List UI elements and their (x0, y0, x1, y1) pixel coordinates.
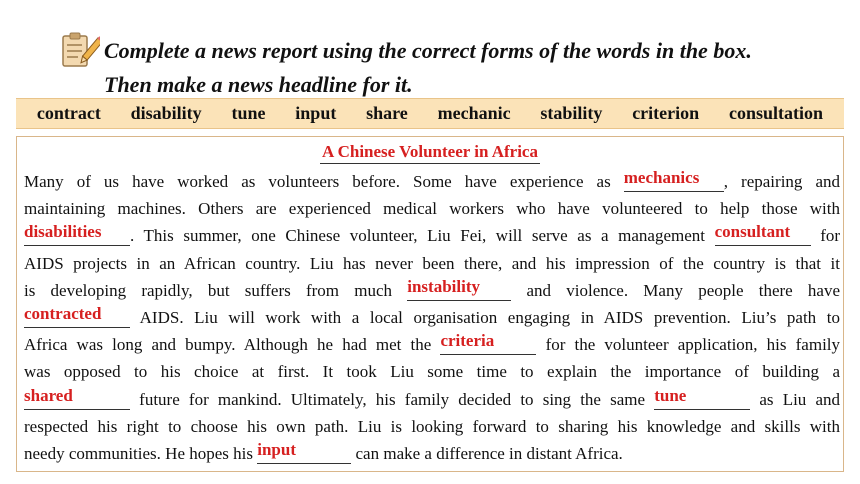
answer-text: input (257, 439, 296, 459)
word-box-item: contract (36, 103, 101, 123)
answer-text: criteria (440, 331, 495, 351)
text-segment: , repairing and (723, 172, 841, 191)
instruction-line-2: Then make a news headline for it. (104, 72, 413, 97)
passage-line (24, 277, 840, 304)
instruction-text (104, 34, 844, 102)
answer-text: disabilities (24, 222, 102, 242)
answer-blank (24, 222, 130, 246)
text-segment: Africa was long and bumpy. Although he had met the (24, 335, 432, 355)
text-segment: was opposed to his choice at first. It took Liu some time to explain the importance of building a (24, 362, 840, 382)
answer-blank (24, 303, 130, 328)
text-segment: respected his right to choose his own path. Liu is looking forward to sharing his knowledge and skills with (24, 416, 840, 436)
answer-text: mechanics (623, 168, 700, 187)
passage-title-wrap (0, 142, 860, 164)
passage-line (24, 386, 840, 413)
text-segment: AIDS. Liu will work with a local organisation engaging in AIDS prevention. Liu’s path to (139, 307, 840, 327)
answer-blank (24, 385, 130, 410)
word-box-item: mechanic (437, 103, 511, 123)
text-segment: as Liu and (759, 389, 840, 409)
passage-line (24, 168, 840, 195)
text-segment: needy communities. He hopes his (24, 443, 253, 463)
text-segment: for (820, 226, 841, 246)
passage-text (24, 168, 840, 467)
text-segment: future for mankind. Ultimately, his family decided to sing the same (139, 389, 646, 409)
text-segment: can make a difference in distant Africa. (355, 443, 623, 463)
word-box-item: input (295, 103, 337, 123)
passage-line (24, 222, 840, 249)
word-box-item: stability (540, 103, 603, 123)
passage-line (24, 304, 840, 331)
answer-text: contracted (24, 303, 102, 323)
text-segment: . This summer, one Chinese volunteer, Liu Fei, will serve as a management (130, 226, 706, 246)
answer-text: instability (407, 276, 480, 296)
answer-text: tune (654, 385, 687, 405)
passage-line (24, 440, 840, 467)
answer-text: consultant (714, 222, 791, 242)
word-box-item: tune (231, 103, 266, 123)
instruction-line-1: Complete a news report using the correct forms of the words in the box. (104, 38, 752, 63)
answer-blank (440, 331, 536, 355)
word-box-item: disability (130, 103, 202, 123)
answer-blank (257, 439, 351, 464)
word-box-item: consultation (728, 103, 823, 123)
passage-line (24, 358, 840, 385)
word-box-item: share (366, 103, 408, 123)
text-segment: and violence. Many people there have (526, 280, 841, 300)
answer-text: shared (24, 385, 73, 405)
answer-blank (654, 385, 750, 410)
passage-line (24, 331, 840, 358)
answer-blank (407, 276, 511, 301)
answer-blank (623, 168, 724, 192)
passage-line (24, 195, 840, 222)
passage-line (24, 413, 840, 440)
clipboard-pencil-icon (60, 30, 100, 70)
text-segment: for the volunteer application, his family (545, 335, 841, 355)
word-box (16, 98, 844, 129)
text-segment: Many of us have worked as volunteers before. Some have experience as (24, 172, 611, 191)
text-segment: AIDS projects in an African country. Liu has never been there, and his impression of the country is that it (24, 253, 840, 273)
word-box-item: criterion (632, 103, 700, 123)
text-segment: maintaining machines. Others are experienced medical workers who have volunteered to help those with (24, 199, 840, 219)
text-segment: is developing rapidly, but suffers from much (24, 280, 393, 300)
passage-title: A Chinese Volunteer in Africa (320, 142, 540, 164)
answer-blank (714, 222, 811, 246)
passage-line (24, 250, 840, 277)
